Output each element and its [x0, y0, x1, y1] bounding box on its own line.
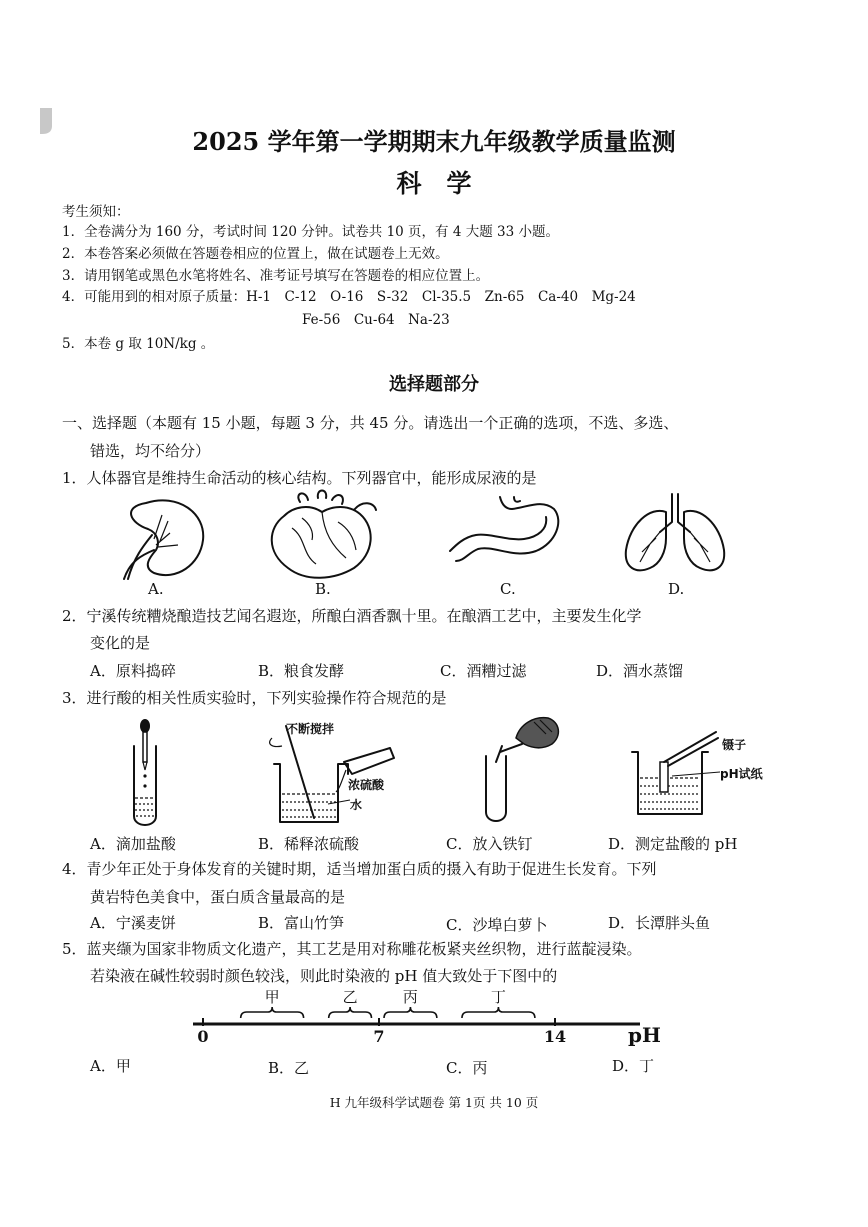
- q5-option-a: A．甲: [90, 1057, 131, 1075]
- notice-item-5: 5．本卷 g 取 10N/kg 。: [62, 336, 215, 352]
- ph-range-brace-4: [462, 1007, 535, 1018]
- q3-option-c: C．放入铁钉: [446, 835, 533, 853]
- part1-heading: 一、选择题（本题有 15 小题，每题 3 分，共 45 分。请选出一个正确的选项，不选、多选、: [62, 414, 679, 432]
- q3-option-a: A．滴加盐酸: [90, 835, 176, 853]
- tweezers-label: 镊子: [722, 738, 747, 752]
- notice-item-2: 2．本卷答案必须做在答题卷相应的位置上，做在试题卷上无效。: [62, 246, 449, 262]
- ph-tick-label-14: 14: [543, 1027, 567, 1046]
- question-2-stem: 2．宁溪传统糟烧酿造技艺闻名遐迩，所酿白酒香飘十里。在酿酒工艺中，主要发生化学: [62, 607, 642, 625]
- ph-range-label-1: 甲: [264, 988, 280, 1006]
- q1-option-c: C.: [500, 580, 516, 598]
- q4-option-c: C．沙埠白萝卜: [446, 916, 548, 934]
- question-2-stem-continued: 变化的是: [90, 634, 151, 652]
- q1-option-a: A.: [148, 580, 164, 598]
- q1-option-b: B.: [315, 580, 331, 598]
- q3-option-b: B．稀释浓硫酸: [258, 835, 360, 853]
- q4-option-d: D．长潭胖头鱼: [608, 914, 711, 932]
- acid-label: 浓硫酸: [348, 778, 385, 792]
- ph-range-brace-1: [241, 1007, 304, 1018]
- ph-paper-label: pH试纸: [720, 767, 763, 781]
- question-4-stem: 4．青少年正处于身体发育的关键时期，适当增加蛋白质的摄入有助于促进生长发育。下列: [62, 860, 657, 878]
- notice-item-4-continued: Fe-56 Cu-64 Na-23: [302, 312, 450, 328]
- question-3-stem: 3．进行酸的相关性质实验时，下列实验操作符合规范的是: [62, 689, 447, 707]
- q4-option-a: A．宁溪麦饼: [90, 914, 176, 932]
- page-footer: H 九年级科学试题卷 第 1页 共 10 页: [329, 1095, 539, 1110]
- q2-option-a: A．原料捣碎: [90, 662, 176, 680]
- q5-option-d: D．丁: [612, 1057, 655, 1075]
- q2-option-c: C．酒糟过滤: [440, 662, 527, 680]
- ph-tick-label-7: 7: [373, 1027, 385, 1046]
- ph-unit-label: pH: [628, 1023, 661, 1047]
- part1-heading-continued: 错选，均不给分）: [90, 442, 211, 460]
- ph-range-brace-3: [384, 1007, 437, 1018]
- ph-range-label-4: 丁: [490, 988, 506, 1006]
- notice-heading: 考生须知：: [62, 204, 130, 220]
- q1-option-d: D.: [668, 580, 685, 598]
- notice-item-1: 1．全卷满分为 160 分，考试时间 120 分钟。试卷共 10 页，有 4 大题 33 小题。: [62, 224, 559, 240]
- stir-label: 不断搅拌: [286, 722, 335, 736]
- subject-title: 科 学: [396, 169, 472, 198]
- section-title: 选择题部分: [389, 374, 479, 395]
- q5-option-c: C．丙: [446, 1059, 488, 1077]
- ph-range-label-2: 乙: [342, 988, 358, 1006]
- q2-option-d: D．酒水蒸馏: [596, 662, 684, 680]
- q5-option-b: B．乙: [268, 1059, 310, 1077]
- ph-tick-label-0: 0: [197, 1027, 209, 1046]
- water-label: 水: [350, 798, 363, 812]
- question-5-stem: 5．蓝夹缬为国家非物质文化遗产，其工艺是用对称雕花板紧夹丝织物，进行蓝靛浸染。: [62, 940, 642, 958]
- question-1-stem: 1．人体器官是维持生命活动的核心结构。下列器官中，能形成尿液的是: [62, 469, 537, 487]
- notice-item-3: 3．请用钢笔或黑色水笔将姓名、准考证号填写在答题卷的相应位置上。: [62, 268, 490, 284]
- exam-title: 2025 学年第一学期期末九年级教学质量监测: [192, 127, 676, 156]
- q3-option-d: D．测定盐酸的 pH: [608, 835, 738, 853]
- question-4-stem-continued: 黄岩特色美食中，蛋白质含量最高的是: [90, 888, 346, 906]
- q2-option-b: B．粮食发酵: [258, 662, 345, 680]
- ph-range-brace-2: [329, 1007, 372, 1018]
- q4-option-b: B．富山竹笋: [258, 914, 345, 932]
- question-5-stem-continued: 若染液在碱性较弱时颜色较浅，则此时染液的 pH 值大致处于下图中的: [90, 967, 558, 985]
- ph-range-label-3: 丙: [402, 988, 418, 1006]
- notice-item-4: 4．可能用到的相对原子质量：H-1 C-12 O-16 S-32 Cl-35.5 Zn-65 Ca-40 Mg-24: [62, 289, 636, 305]
